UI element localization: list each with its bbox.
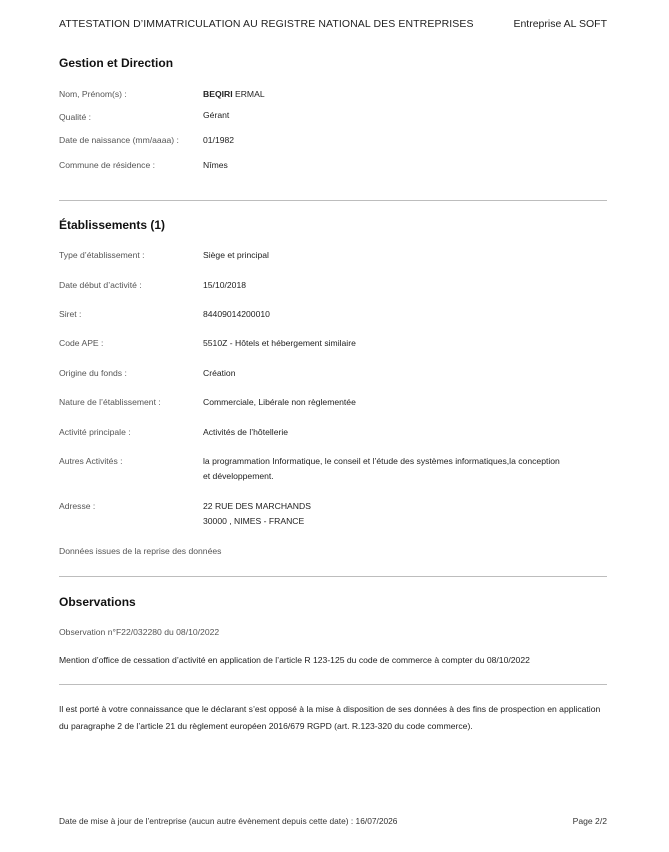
data-source-note: Données issues de la reprise des données [59, 546, 222, 556]
observation-ref: Observation n°F22/032280 du 08/10/2022 [59, 627, 220, 637]
label-nature-etablissement: Nature de l’établissement : [59, 397, 161, 407]
label-origine-fonds: Origine du fonds : [59, 368, 127, 378]
value-type-etablissement: Siège et principal [203, 250, 269, 260]
section-title-gestion: Gestion et Direction [59, 56, 174, 70]
value-code-ape: 5510Z - Hôtels et hébergement similaire [203, 338, 356, 348]
label-adresse: Adresse : [59, 501, 96, 511]
rgpd-notice: Il est porté à votre connaissance que le déclarant s’est opposé à la mise à disposition de ses données à des fins de prospection en application du paragraphe 2 de l’article 21 du règlement européen 2016/679 RGPD (art. R.123-320 du code commerce). [59, 704, 601, 731]
company-name: Entreprise AL SOFT [513, 18, 607, 30]
value-qualite: Gérant [203, 110, 230, 120]
value-nature-etablissement: Commerciale, Libérale non règlementée [203, 397, 356, 407]
value-date-debut: 15/10/2018 [203, 280, 247, 290]
label-code-ape: Code APE : [59, 338, 104, 348]
value-nom-firstname: ERMAL [232, 89, 265, 99]
document-title: ATTESTATION D’IMMATRICULATION AU REGISTRE NATIONAL DES ENTREPRISES [59, 18, 474, 30]
value-commune: Nîmes [203, 160, 228, 170]
section-title-observations: Observations [59, 595, 136, 609]
label-date-debut: Date début d’activité : [59, 280, 142, 290]
value-activite-principale: Activités de l’hôtellerie [203, 427, 289, 437]
value-nom [203, 89, 265, 99]
label-commune: Commune de résidence : [59, 160, 156, 170]
value-adresse-line1: 22 RUE DES MARCHANDS [203, 501, 311, 511]
label-activite-principale: Activité principale : [59, 427, 131, 437]
value-origine-fonds: Création [203, 368, 236, 378]
value-adresse-line2: 30000 , NIMES - FRANCE [203, 516, 305, 526]
label-qualite: Qualité : [59, 112, 92, 122]
value-nom-surname: BEQIRI [203, 89, 233, 99]
label-type-etablissement: Type d’établissement : [59, 250, 145, 260]
label-date-naissance: Date de naissance (mm/aaaa) : [59, 135, 179, 145]
value-autres-activites: la programmation Informatique, le conseil et l’étude des systèmes informatiques,la conception et développement. [203, 456, 560, 481]
value-siret: 84409014200010 [203, 309, 270, 319]
observation-text: Mention d’office de cessation d’activité en application de l’article R 123-125 du code de commerce à compter du 08/10/2022 [59, 655, 530, 665]
update-date-note: Date de mise à jour de l’entreprise (aucun autre évènement depuis cette date) : 16/07/2026 [59, 816, 398, 826]
divider [59, 684, 607, 685]
divider [59, 200, 607, 201]
label-nom: Nom, Prénom(s) : [59, 89, 127, 99]
divider [59, 576, 607, 577]
label-siret: Siret : [59, 309, 82, 319]
value-date-naissance: 01/1982 [203, 135, 235, 145]
label-autres-activites: Autres Activités : [59, 456, 123, 466]
section-title-etablissements: Établissements (1) [59, 218, 166, 232]
page-number: Page 2/2 [572, 816, 607, 826]
